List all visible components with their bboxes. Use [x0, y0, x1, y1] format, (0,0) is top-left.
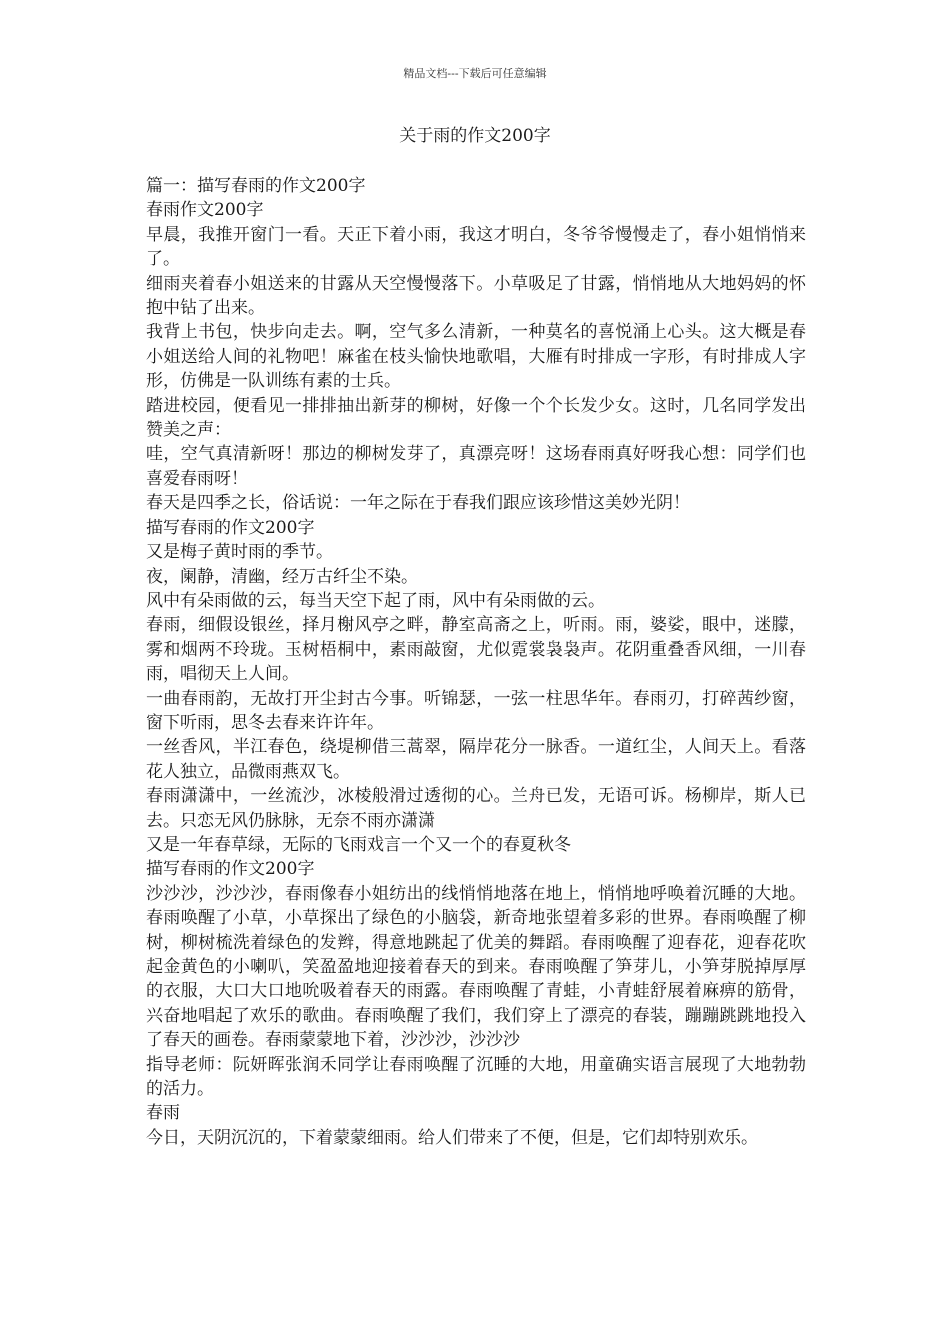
- document-title: 关于雨的作文200字: [399, 126, 551, 146]
- paragraph: 一丝香风，半江春色，绕堤柳借三蒿翠，隔岸花分一脉香。一道红尘，人间天上。看落花人独立，品微雨燕双飞。: [146, 737, 806, 782]
- paragraph: 风中有朵雨做的云，每当天空下起了雨，风中有朵雨做的云。: [146, 590, 605, 611]
- paragraph: 篇一：描写春雨的作文200字: [146, 176, 366, 196]
- paragraph: 春雨，细假设银丝，择月榭风亭之畔，静室高斋之上，听雨。雨，婆娑，眼中，迷朦，雾和烟两不玲珑。玉树梧桐中，素雨敲窗，尤似霓裳袅袅声。花阴重叠香风细，一川春雨，唱彻天上人间。: [146, 615, 806, 685]
- paragraph: 沙沙沙，沙沙沙，春雨像春小姐纺出的线悄悄地落在地上，悄悄地呼唤着沉睡的大地。春雨唤醒了小草，小草探出了绿色的小脑袋，新奇地张望着多彩的世界。春雨唤醒了柳树，柳树梳洗着绿色的发辫，得意地跳起了优美的舞蹈。春雨唤醒了迎春花，迎春花吹起金黄色的小喇叭，笑盈盈地迎接着春天的到来。春雨唤醒了笋芽儿，小笋芽脱掉厚厚的衣服，大口大口地吮吸着春天的雨露。春雨唤醒了青蛙，小青蛙舒展着麻痹的筋骨，兴奋地唱起了欢乐的歌曲。春雨唤醒了我们，我们穿上了漂亮的春装，蹦蹦跳跳地投入了春天的画卷。春雨蒙蒙地下着，沙沙沙，沙沙沙: [146, 883, 806, 1051]
- paragraph: 我背上书包，快步向走去。啊，空气多么清新，一种莫名的喜悦涌上心头。这大概是春小姐送给人间的礼物吧！麻雀在枝头愉快地歌唱，大雁有时排成一字形，有时排成人字形，仿佛是一队训练有素的士兵。: [146, 322, 806, 392]
- paragraph: 描写春雨的作文200字: [146, 517, 315, 538]
- document-body: [146, 174, 806, 1150]
- paragraph: 春雨: [146, 1103, 180, 1124]
- paragraph: 描写春雨的作文200字: [146, 859, 315, 880]
- paragraph: 哇，空气真清新呀！那边的柳树发芽了，真漂亮呀！这场春雨真好呀我心想：同学们也喜爱春雨呀！: [146, 444, 806, 489]
- paragraph: 踏进校园，便看见一排排抽出新芽的柳树，好像一个个长发少女。这时，几名同学发出赞美之声：: [146, 395, 806, 441]
- page-header: 精品文档---下载后可任意编辑: [403, 67, 547, 80]
- paragraph: 春雨作文200字: [146, 200, 264, 221]
- paragraph: 今日，天阴沉沉的，下着蒙蒙细雨。给人们带来了不便，但是，它们却特别欢乐。: [146, 1127, 758, 1148]
- paragraph: 指导老师：阮妍晖张润禾同学让春雨唤醒了沉睡的大地，用童确实语言展现了大地勃勃的活力。: [146, 1054, 806, 1100]
- paragraph: 春天是四季之长，俗话说：一年之际在于春我们跟应该珍惜这美妙光阴！: [146, 493, 690, 514]
- paragraph: 又是梅子黄时雨的季节。: [146, 542, 333, 563]
- paragraph: 夜，阑静，清幽，经万古纤尘不染。: [146, 566, 418, 587]
- paragraph: 春雨潇潇中，一丝流沙，冰棱般滑过透彻的心。兰舟已发，无语可诉。杨柳岸，斯人已去。只恋无风仍脉脉，无奈不雨亦潇潇: [146, 786, 806, 831]
- paragraph: 细雨夹着春小姐送来的甘露从天空慢慢落下。小草吸足了甘露，悄悄地从大地妈妈的怀抱中钻了出来。: [146, 273, 806, 319]
- paragraph: 一曲春雨韵，无故打开尘封古今事。听锦瑟，一弦一柱思华年。春雨刃，打碎茜纱窗，窗下听雨，思冬去春来许许年。: [146, 688, 806, 733]
- paragraph: 又是一年春草绿，无际的飞雨戏言一个又一个的春夏秋冬: [146, 834, 571, 855]
- paragraph: 早晨，我推开窗门一看。天正下着小雨，我这才明白，冬爷爷慢慢走了，春小姐悄悄来了。: [146, 224, 806, 270]
